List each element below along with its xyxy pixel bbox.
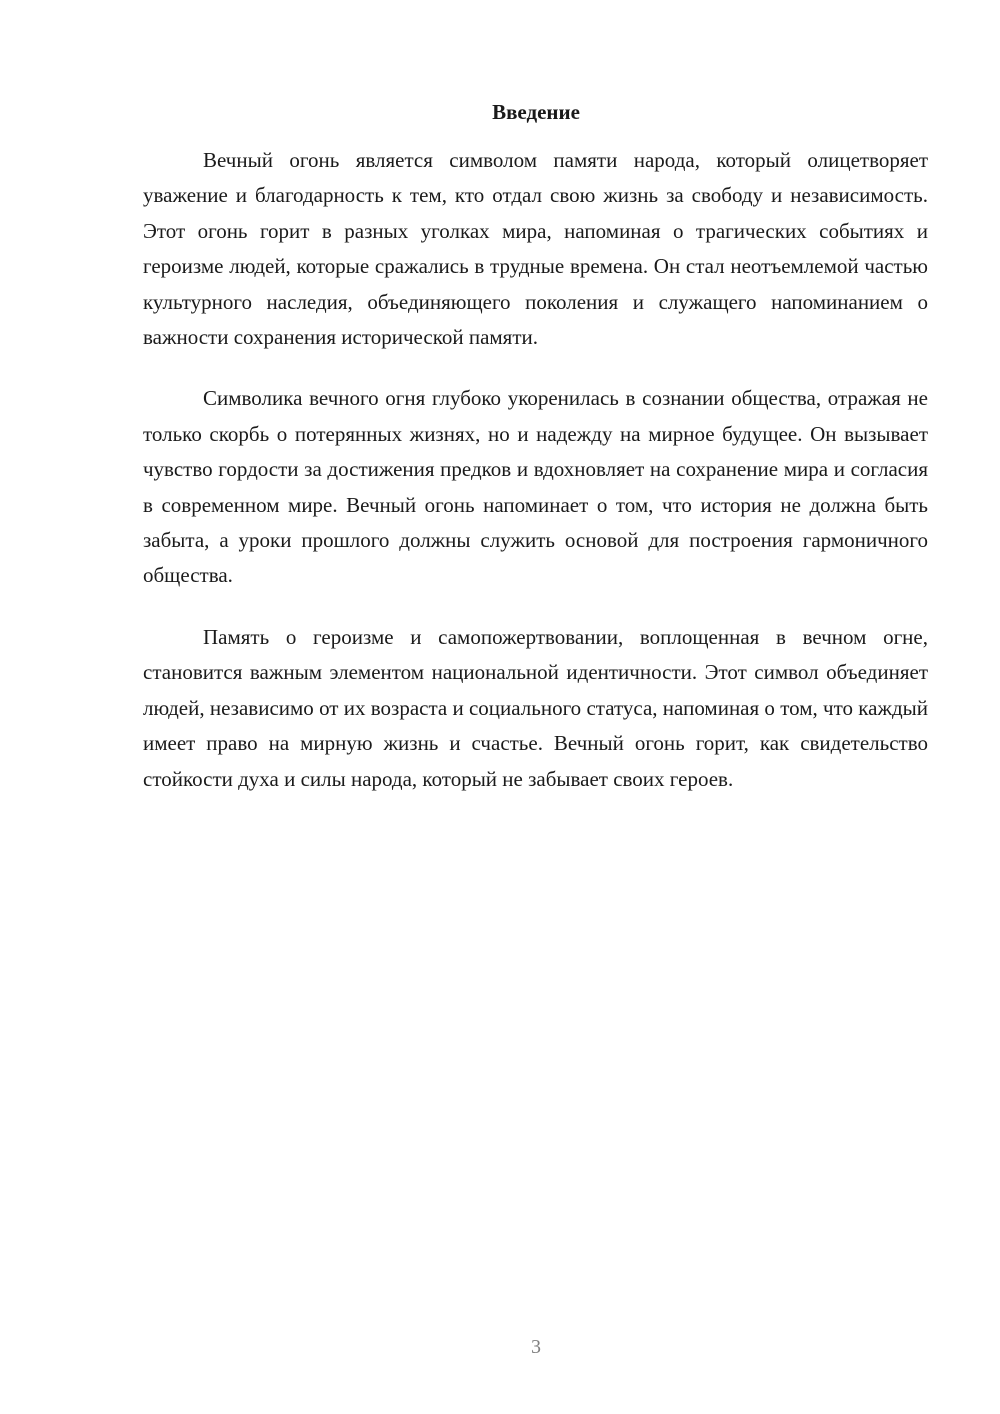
paragraph-3: Память о героизме и самопожертвовании, воплощенная в вечном огне, становится важным элементом национальной идентичности. Этот символ объединяет людей, независимо от их возраста и социального статуса, напоминая о том, что каждый имеет право на мирную жизнь и счастье. Вечный огонь горит, как свидетельство стойкости духа и силы народа, который не забывает своих героев. [143, 624, 928, 791]
section-heading: Введение [492, 100, 580, 124]
page-number: 3 [531, 1336, 541, 1358]
paragraph-1: Вечный огонь является символом памяти народа, который олицетворяет уважение и благодарность к тем, кто отдал свою жизнь за свободу и независимость. Этот огонь горит в разных уголках мира, напоминая о трагических событиях и героизме людей, которые сражались в трудные времена. Он стал неотъемлемой частью культурного наследия, объединяющего поколения и служащего напоминанием о важности сохранения исторической памяти. [143, 148, 928, 350]
document-body [143, 143, 928, 823]
paragraph-2: Символика вечного огня глубоко укоренилась в сознании общества, отражая не только скорбь о потерянных жизнях, но и надежду на мирное будущее. Он вызывает чувство гордости за достижения предков и вдохновляет на сохранение мира и согласия в современном мире. Вечный огонь напоминает о том, что история не должна быть забыта, а уроки прошлого должны служить основой для построения гармоничного общества. [143, 386, 928, 588]
